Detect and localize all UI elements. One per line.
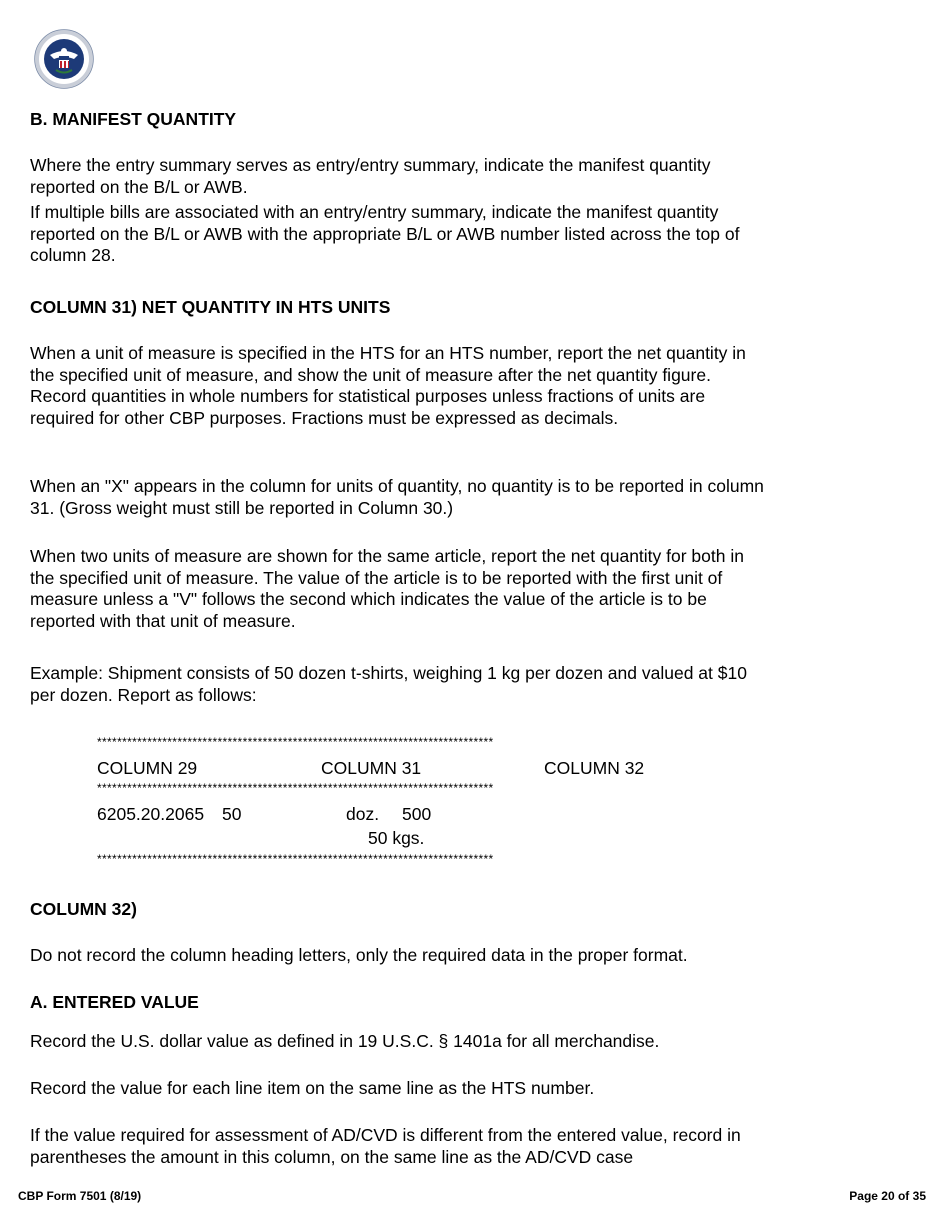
- table-row-weight: 50 kgs.: [368, 828, 425, 848]
- table-row-unit: doz.: [346, 804, 380, 824]
- column-31-paragraph-1: When a unit of measure is specified in the HTS for an HTS number, report the net quantity in the specified unit of measure, and show the unit of measure after the net quantity figure. Record quantities in whole numbers for statistical purposes unless fractions of units are required for other CBP purposes. Fractions must be expressed as decimals.: [30, 343, 746, 428]
- column-31-paragraph-3: When two units of measure are shown for the same article, report the net quantity for both in the specified unit of measure. The value of the article is to be reported with the first unit of measure unless a "V" follows the second which indicates the value of the article is to be reported with that unit of measure.: [30, 546, 744, 631]
- column-31-example-text: Example: Shipment consists of 50 dozen t-shirts, weighing 1 kg per dozen and valued at $10 per dozen. Report as follows:: [30, 663, 747, 705]
- table-header-column-29: COLUMN 29: [97, 758, 198, 778]
- entered-value-paragraph-1: Record the U.S. dollar value as defined in 19 U.S.C. § 1401a for all merchandise.: [30, 1031, 660, 1051]
- table-rule-top: *******************************************************************************: [97, 735, 494, 749]
- entered-value-paragraph-2: Record the value for each line item on the same line as the HTS number.: [30, 1078, 595, 1098]
- column-31-heading: COLUMN 31) NET QUANTITY IN HTS UNITS: [30, 297, 391, 317]
- table-row-hts-number: 6205.20.2065: [97, 804, 205, 824]
- manifest-paragraph-2: If multiple bills are associated with an entry/entry summary, indicate the manifest quantity reported on the B/L or AWB with the appropriate B/L or AWB number listed across the top of column 28.: [30, 202, 740, 265]
- table-rule-bottom: *******************************************************************************: [97, 852, 494, 866]
- table-header-column-31: COLUMN 31: [321, 758, 422, 778]
- table-header-column-32: COLUMN 32: [544, 758, 645, 778]
- manifest-quantity-heading: B. MANIFEST QUANTITY: [30, 109, 237, 129]
- entered-value-paragraph-3: If the value required for assessment of AD/CVD is different from the entered value, record in parentheses the amount in this column, on the same line as the AD/CVD case: [30, 1125, 741, 1167]
- column-32-heading: COLUMN 32): [30, 899, 137, 919]
- table-row-quantity: 50: [222, 804, 242, 824]
- footer-page-number: Page 20 of 35: [849, 1189, 926, 1203]
- entered-value-heading: A. ENTERED VALUE: [30, 992, 199, 1012]
- dhs-seal-icon: [34, 29, 94, 89]
- column-31-paragraph-2: When an "X" appears in the column for units of quantity, no quantity is to be reported in column 31. (Gross weight must still be reported in Column 30.): [30, 476, 764, 518]
- table-row-value: 500: [402, 804, 432, 824]
- manifest-paragraph-1: Where the entry summary serves as entry/entry summary, indicate the manifest quantity reported on the B/L or AWB.: [30, 155, 711, 197]
- table-rule-middle: *******************************************************************************: [97, 781, 494, 795]
- footer-form-id: CBP Form 7501 (8/19): [18, 1189, 142, 1203]
- column-32-paragraph-1: Do not record the column heading letters, only the required data in the proper format.: [30, 945, 688, 965]
